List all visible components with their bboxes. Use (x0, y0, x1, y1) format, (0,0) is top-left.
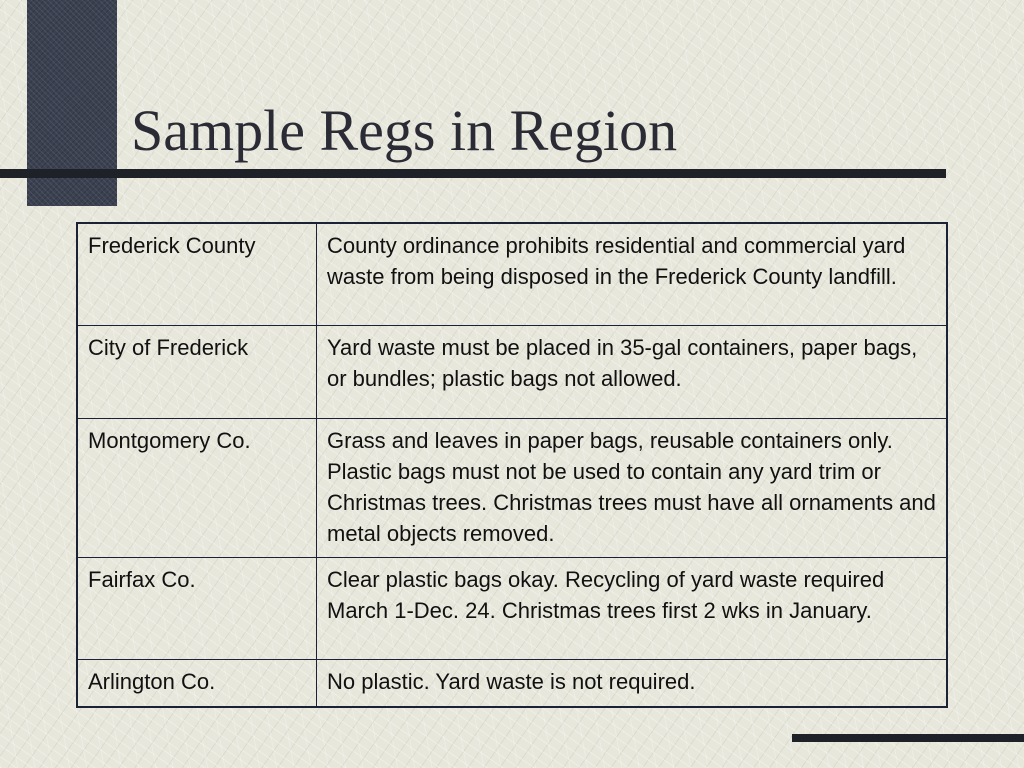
footer-divider (792, 734, 1024, 742)
regulation-cell: County ordinance prohibits residential and commercial yard waste from being disposed in the Frederick County landfill. (317, 223, 948, 326)
region-cell: Montgomery Co. (77, 419, 317, 558)
region-cell: Frederick County (77, 223, 317, 326)
regulation-cell: Yard waste must be placed in 35-gal containers, paper bags, or bundles; plastic bags not allowed. (317, 326, 948, 419)
regulation-cell: Grass and leaves in paper bags, reusable containers only. Plastic bags must not be used to contain any yard trim or Christmas trees. Christmas trees must have all ornaments and metal objects removed. (317, 419, 948, 558)
table-row (77, 558, 947, 660)
region-cell: Arlington Co. (77, 660, 317, 708)
table-row (77, 223, 947, 326)
table-row (77, 419, 947, 558)
table-row (77, 660, 947, 708)
regulation-cell: No plastic. Yard waste is not required. (317, 660, 948, 708)
regulations-table (76, 222, 948, 708)
title-divider (0, 169, 946, 178)
regulation-cell: Clear plastic bags okay. Recycling of yard waste required March 1-Dec. 24. Christmas trees first 2 wks in January. (317, 558, 948, 660)
slide-title: Sample Regs in Region (131, 98, 678, 163)
region-cell: Fairfax Co. (77, 558, 317, 660)
region-cell: City of Frederick (77, 326, 317, 419)
table-row (77, 326, 947, 419)
